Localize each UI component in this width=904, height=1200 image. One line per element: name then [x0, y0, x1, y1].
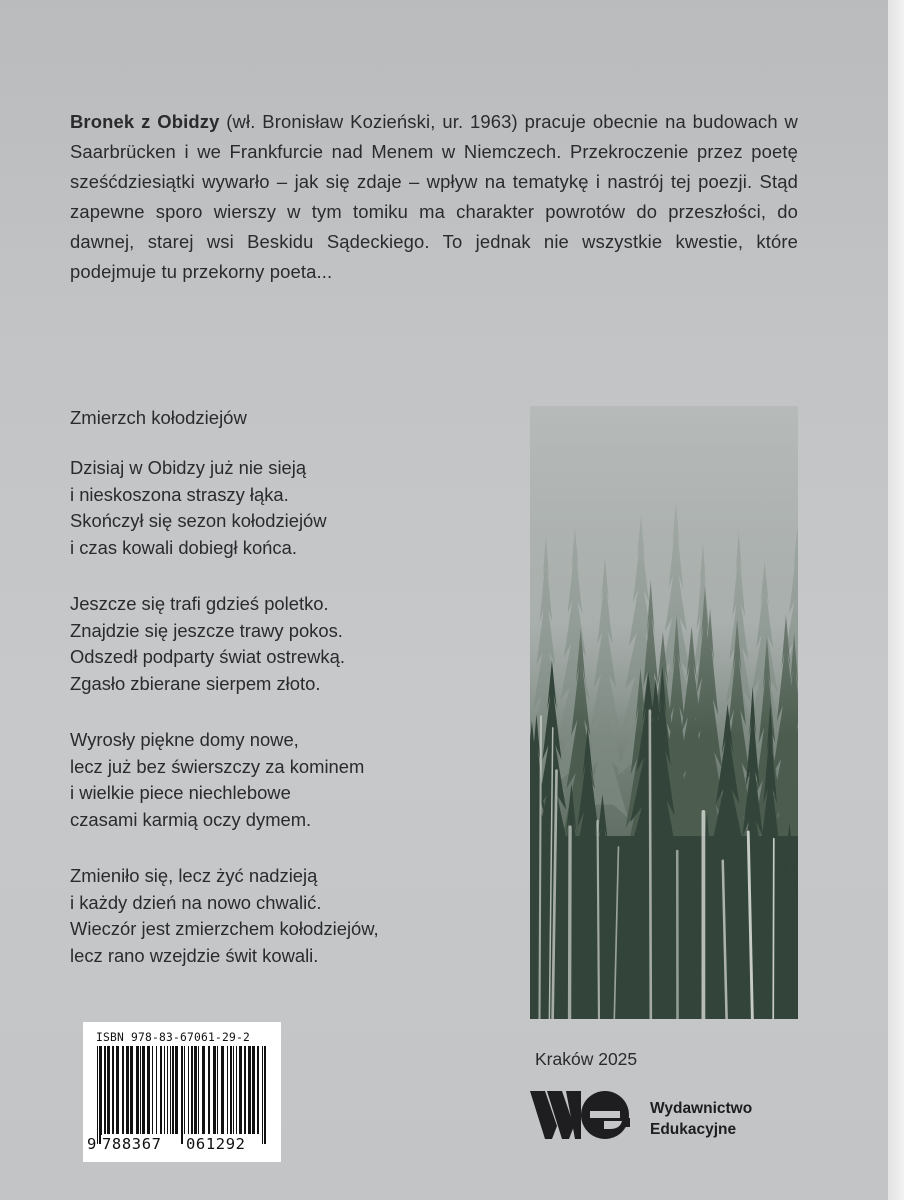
barcode-bar [248, 1046, 251, 1134]
barcode-bar [104, 1046, 106, 1134]
poem-stanza [70, 591, 490, 697]
barcode-bar [217, 1046, 218, 1134]
poem-line: Wyrosły piękne domy nowe, [70, 729, 299, 750]
poem-line: Jeszcze się trafi gdzieś poletko. [70, 593, 329, 614]
barcode-bar [147, 1046, 150, 1134]
ean-group-right: 061292 [186, 1135, 246, 1153]
birch-trunk [539, 716, 540, 1019]
barcode-bar [221, 1046, 224, 1134]
barcode-bar [257, 1046, 259, 1134]
barcode-bar [208, 1046, 210, 1134]
poem-line: Dzisiaj w Obidzy już nie sieją [70, 457, 307, 478]
birch-trunk [773, 839, 774, 1019]
poem-stanza [70, 863, 490, 969]
poem-line: Znajdzie się jeszcze trawy pokos. [70, 619, 343, 641]
barcode-bar [167, 1046, 168, 1134]
publisher-name [650, 1098, 752, 1140]
birch-trunk [598, 821, 599, 1019]
poem-line: i nieskoszona straszy łąka. [70, 483, 289, 505]
birch-trunk [650, 711, 651, 1019]
poem-line: Zgasło zbierane sierpem złoto. [70, 672, 321, 694]
barcode-bar [198, 1046, 199, 1134]
poem-line: i wielkie piece niechlebowe [70, 782, 291, 803]
barcode-bar [136, 1046, 139, 1134]
ean-group-left: 788367 [102, 1135, 162, 1153]
barcode-bar [164, 1046, 165, 1134]
barcode-bar [172, 1046, 174, 1134]
poem-line: Odszedł podparty świat ostrewką. [70, 646, 345, 667]
barcode-bar [112, 1046, 114, 1134]
barcode-bar [264, 1046, 266, 1144]
barcode-bar [130, 1046, 133, 1134]
barcode-bar [233, 1046, 234, 1134]
barcode-bar [244, 1046, 246, 1134]
poem-line: czasami karmią oczy dymem. [70, 808, 312, 830]
barcode-bar [194, 1046, 197, 1134]
poem-stanza [70, 455, 490, 561]
blurb-text: (wł. Bronisław Kozieński, ur. 1963) pracuje obecnie na budowach w Saarbrücken i we Frankfurcie nad Menem w Niemczech. Przekroczenie przez poetę sześćdziesiątki wywarło – jak się zdaje – wpływ na tematykę i nastrój tej poezji. Stąd zapewne sporo wierszy w tym tomiku ma charakter powrotów do przeszłości, do dawnej, starej wsi Beskidu Sądeckiego. To jednak nie wszystkie kwestie, które podejmuje tu przekorny poeta... [70, 111, 798, 283]
barcode-bar [188, 1046, 189, 1134]
isbn-number: ISBN 978-83-67061-29-2 [96, 1031, 251, 1044]
barcode-bar [202, 1046, 205, 1134]
barcode-bar [126, 1046, 129, 1134]
barcode-bar [170, 1046, 171, 1134]
forest-illustration [530, 406, 798, 1019]
barcode-bar [142, 1046, 145, 1134]
barcode-bar [116, 1046, 119, 1134]
barcode-bar [175, 1046, 178, 1134]
barcode-bar [152, 1046, 153, 1134]
poem-line: Wieczór jest zmierzchem kołodziejów, [70, 918, 379, 939]
barcode-bar [262, 1046, 263, 1144]
poem-line: lecz już bez świerszczy za kominem [70, 755, 365, 777]
barcode-bar [239, 1046, 242, 1134]
barcode-bar [156, 1046, 157, 1134]
barcode-bar [184, 1046, 185, 1134]
forest-photo [530, 406, 798, 1019]
blurb-paragraph [70, 107, 798, 287]
we-logo-icon [530, 1088, 634, 1142]
poem-line: lecz rano wzejdzie świt kowali. [70, 944, 319, 966]
barcode-bar [213, 1046, 216, 1134]
poem-stanza [70, 727, 490, 833]
barcode-bar [140, 1046, 141, 1134]
ean-first-digit: 9 [87, 1135, 97, 1153]
barcode-bar [122, 1046, 124, 1134]
poem-body [70, 455, 490, 969]
barcode-bar [181, 1046, 183, 1144]
page-edge [888, 0, 904, 1200]
barcode-bar [191, 1046, 193, 1134]
barcode-bar [107, 1046, 110, 1134]
publisher-line-2: Edukacyjne [650, 1121, 737, 1138]
city-year: Kraków 2025 [535, 1049, 638, 1069]
barcode-bar [227, 1046, 228, 1134]
barcode-bar [252, 1046, 255, 1134]
barcode-bars [87, 1046, 277, 1146]
barcode-bar [230, 1046, 232, 1134]
barcode-bar [99, 1046, 102, 1144]
poem-line: Zmieniło się, lecz żyć nadzieją [70, 865, 318, 886]
publisher-line-1: Wydawnictwo [650, 1100, 753, 1117]
barcode [83, 1022, 281, 1162]
barcode-bar [97, 1046, 98, 1144]
barcode-bar [236, 1046, 237, 1134]
author-name: Bronek z Obidzy [70, 111, 220, 133]
poem-line: Skończył się sezon kołodziejów [70, 510, 327, 531]
poem-title: Zmierzch kołodziejów [70, 407, 247, 428]
barcode-bar [160, 1046, 162, 1134]
poem-line: i czas kowali dobiegł końca. [70, 536, 297, 558]
poem-line: i każdy dzień na nowo chwalić. [70, 891, 322, 913]
